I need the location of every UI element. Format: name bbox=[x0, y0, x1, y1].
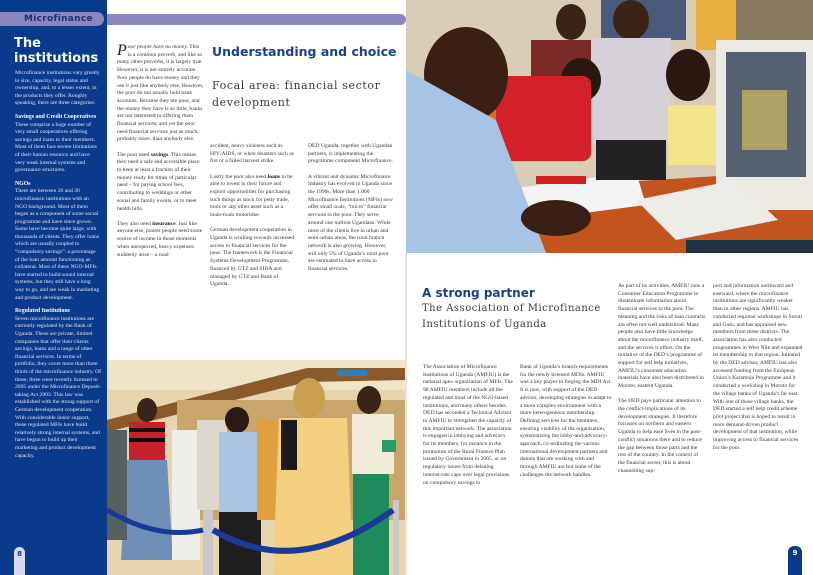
intro-paragraph: Poor people have no money. This is a common proverb, and like so many other proverbs, it is largely true. However, it is not entirely accurate. Poor people do have money and they use it just like anybody else. However, the poor do not usually hold bank accounts. Because they are poor, and the money they have is so little, banks are not interested in offering them financial services; and yet the poor need financial services just as much, probably more, than anybody else. bbox=[117, 42, 204, 143]
photo-loan-office bbox=[406, 0, 813, 253]
sidebar-title: The institutions bbox=[14, 36, 99, 66]
paragraph: Bank of Uganda’s branch-requirements for the newly licensed MDIs. AMFIU was a key player in forging the MDI Act. It is now, with support of the DED advisor, developing strategies to adapt to a more complex environment with a more heterogeneous membership. Defining services for the members, ensuring visibility of the organisation, systematising the lobby-and-advocacy-approach, co-ordinating the various international development partners and donors that are working with and through AMFIU are but some of the challenges the network handles. bbox=[520, 364, 613, 478]
page-number-right: 9 bbox=[788, 546, 802, 575]
section-tab: Microfinance bbox=[0, 12, 104, 26]
page-gutter bbox=[405, 253, 407, 575]
right-article-subtitle: The Association of Microfinance Institutions of Uganda bbox=[422, 303, 601, 330]
article-title: Understanding and choice bbox=[212, 44, 397, 59]
paragraph: The DED pays particular attention to the conflict-implications of its development strategies. It therefore focusses on northern and eastern Uganda to help ease lives in the post-conflict situations there and to reduce the gap between those parts and the rest of the country. In the context of the financial sector, this is about channelling sup- bbox=[618, 398, 703, 474]
paragraph: DED Uganda, together with Ugandan partners, is implementing the programme component Microfinance. bbox=[308, 143, 393, 165]
photo-bank-queue bbox=[107, 360, 407, 575]
article-column-3 bbox=[308, 143, 394, 281]
header-bar bbox=[107, 14, 406, 25]
page-number-left: 8 bbox=[14, 547, 25, 575]
paragraph: German development cooperation in Uganda is working towards increased access to financial services for the poor. The framework is the Financial Systems Development Programme, financed by GTZ and SIDA and managed by GTZ and Bank of Uganda. bbox=[210, 227, 295, 288]
paragraph: port and information northward and eastward, where the microfinance institutions are significantly weaker than in other regions. AMFIU has conducted regional workshops in Soroti and Gulu, and has appraised new members from these districts. The association has also conducted programmes in West Nile and expanded its membership to that region. Initiated by the DED advisor, AMFIU has also accessed funding from the European Union’s Karamoja Programme and it conducted a workshop in Moroto for the village banks of Uganda’s far east. With one of those village banks, the DED started a self help credit scheme pilot project that is hoped to result in more demand-driven product development of that institution, while improving access to financial services for the poor. bbox=[713, 283, 803, 451]
drop-cap: P bbox=[117, 42, 127, 59]
paragraph-savings: The poor need savings. This means they need a safe and accessible place to keep at least a fraction of their money ready for times of particular need – for paying school fees, contributing to weddings or other social and family events, or to meet health bills. bbox=[117, 151, 200, 212]
right-column-1 bbox=[423, 364, 513, 495]
photo-illustration bbox=[107, 360, 407, 575]
right-article-title: A strong partner bbox=[422, 286, 535, 300]
article-subtitle: Focal area: financial sector development bbox=[212, 79, 381, 109]
sidebar-paragraph: There are between 20 and 30 microfinance institutions with an NGO background. Most of them began as a component of some social programme and have since grown. Some have become quite large, with thousands of clients. They offer loans which are usually coupled to “compulsory savings”: a percentage of the loan amount functioning as collateral. Most of these NGO-MFIs have started to build sound internal systems, but they still have a long way to go, and are weak in marketing and product development. bbox=[15, 188, 100, 301]
sidebar-text bbox=[15, 70, 101, 466]
paragraph: As part of its activities, AMFIU runs a Consumer Education Programme to disseminate information about financial services to the poor. The meaning and the risks of loan contracts are often not well understood. Many people also have little knowledge about the microfinance industry itself, and the services it offers. On the initiative of the DED’s programme of support for self help initiatives, AMFIU’s consumer education materials have also been distributed in Moroto, eastern Uganda. bbox=[618, 283, 706, 390]
paragraph: accident, heavy sickness such as HIV/AIDS, or when disasters such as fire or a failed harvest strike. bbox=[210, 143, 294, 165]
right-column-2 bbox=[520, 364, 612, 487]
right-column-3 bbox=[618, 283, 706, 483]
paragraph: A vibrant and dynamic Microfinance Industry has evolved in Uganda since the 1990s. More than 1.000 Microfinance Institutions (MFIs) now offer small scale, “micro” financial services to the poor. They serve around one million Ugandans. While most of the clients live in urban and semi-urban areas, the rural branch network is also growing. However, still only 5% of Uganda’s rural poor are estimated to have access to financial services. bbox=[308, 173, 393, 273]
sidebar-heading: NGOs bbox=[15, 180, 31, 187]
sidebar-heading: Regulated Institutions bbox=[15, 308, 70, 315]
sidebar-paragraph: Seven microfinance institutions are currently regulated by the Bank of Uganda. These are private, limited companies that offer their clients savings, loans and a range of other financial services. In terms of portfolio, they cover more than three thirds of the microfinance industry. Of these, three were recently licensed in 2005 under the Microfinance Deposit-taking Act 2003. This law was established with the strong support of German development cooperation. With considerable donor support, these regulated MFIs have build relatively strong internal systems, and have begun to build up their marketing and product development capacity. bbox=[15, 315, 102, 459]
paragraph-loans: Lastly the poor also need loans to be able to invest in their future and exploit opportunities for purchasing such things as stock for petty trade, tools or any other asset such as a boda-boda motorbike. bbox=[210, 173, 293, 219]
sidebar-heading: Savings and Credit Cooperatives bbox=[15, 113, 97, 120]
article-column-2 bbox=[210, 143, 295, 296]
right-column-4 bbox=[713, 283, 803, 460]
sidebar-intro: Microfinance institutions vary greatly in size, capacity, legal status and ownership, and, to a lesser extent, in the products they offer. Roughly speaking, there are three categories: bbox=[15, 70, 100, 107]
sidebar-paragraph: These comprise a huge number of very small cooperatives offering savings and loans to their members. Most of them face severe limitations of their human resource and have very weak internal systems and governance structures. bbox=[15, 121, 97, 174]
paragraph-insurance: They also need insurance. Just like anyone else, poorer people need some source of income in those moments when unexpected, heavy expenses suddenly arise – a road bbox=[117, 220, 203, 258]
article-column-1 bbox=[117, 44, 204, 267]
paragraph: The Association of Microfinance Institutions of Uganda (AMFIU) is the national apex organisation of MFIs. The 98 AMFIU members include all the regulated and most of the NGO-based institutions, and many others besides. DED has seconded a Technical Advisor to AMFIU to strengthen the capacity of this important network. The association is engaged in lobbying and advocacy for its members, for instance in the promotion of the Rural Finance Plan issued by Government in 2005, or on regulatory issues from debating interest-rate caps over legal provisions on compulsory savings to bbox=[423, 364, 513, 486]
photo-illustration bbox=[406, 0, 813, 253]
